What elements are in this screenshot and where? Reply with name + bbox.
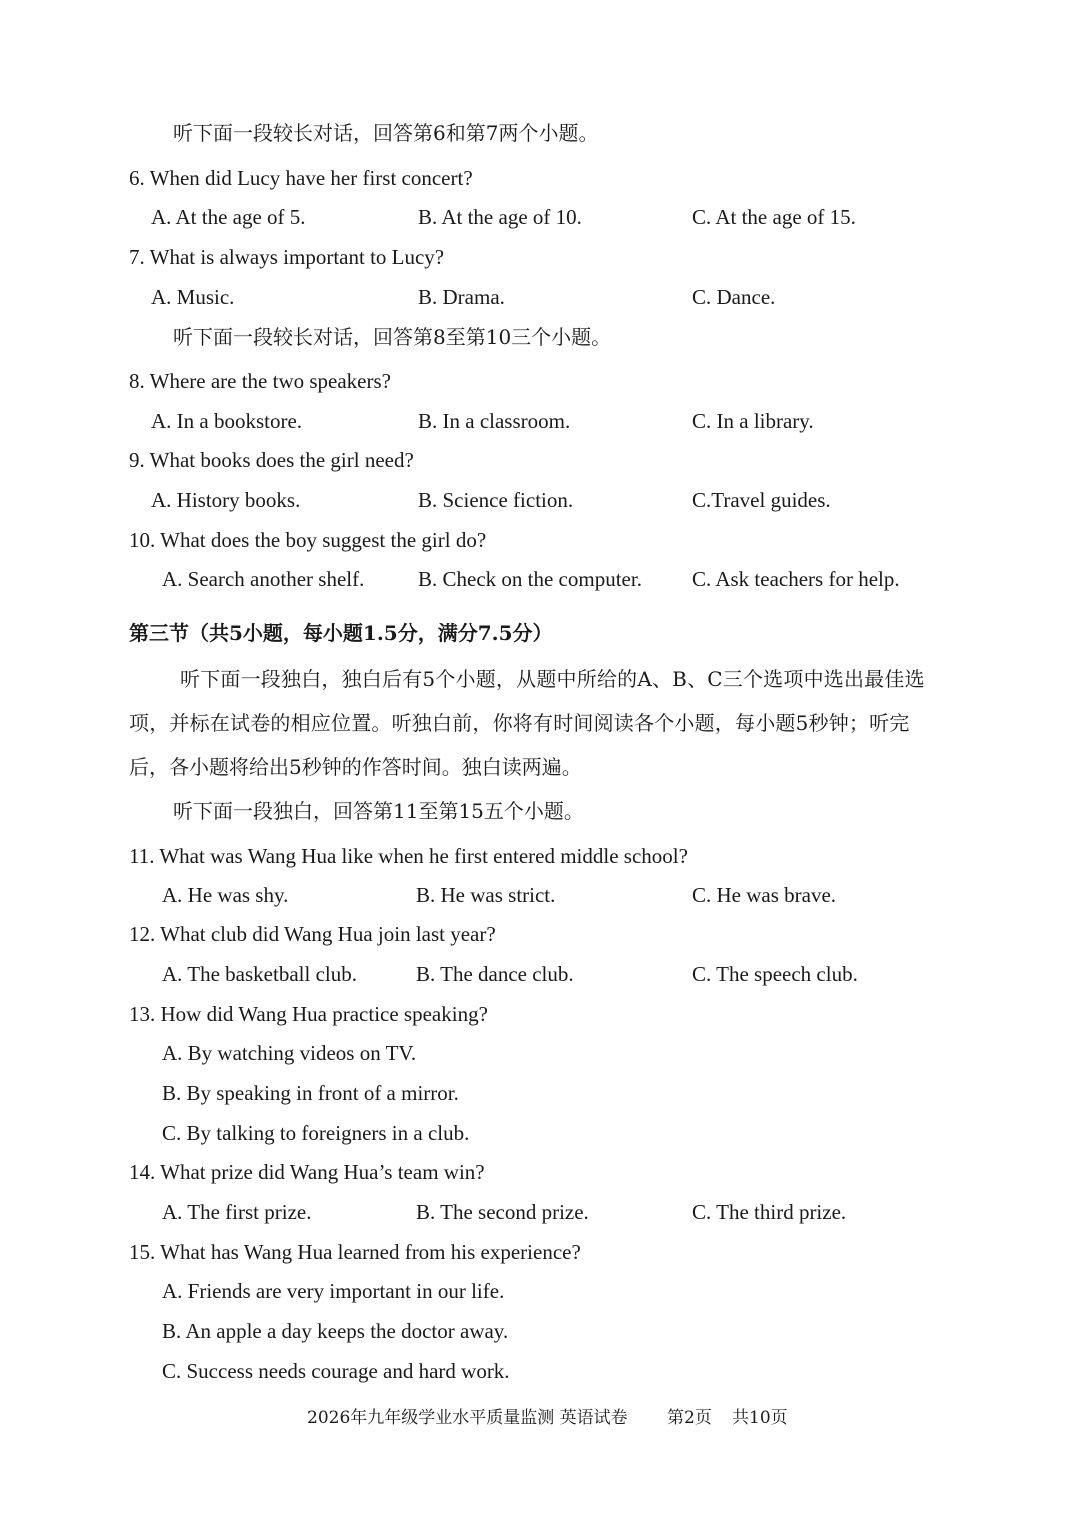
- question-9-option-c: C.Travel guides.: [692, 488, 831, 512]
- question-10-option-a: A. Search another shelf.: [162, 567, 365, 591]
- question-8-option-c: C. In a library.: [692, 409, 814, 433]
- question-10-option-c: C. Ask teachers for help.: [692, 567, 900, 591]
- question-13-option-b: B. By speaking in front of a mirror.: [162, 1081, 459, 1105]
- question-12: 12. What club did Wang Hua join last year?: [129, 922, 496, 946]
- question-6-option-b: B. At the age of 10.: [418, 205, 582, 229]
- footer-total-pages: 共10页: [732, 1408, 788, 1428]
- question-6-option-c: C. At the age of 15.: [692, 205, 856, 229]
- section-3-desc-line-1: 听下面一段独白，独白后有5个小题，从题中所给的A、B、C三个选项中选出最佳选: [180, 667, 925, 691]
- section-3-desc-line-3: 后，各小题将给出5秒钟的作答时间。独白读两遍。: [129, 755, 582, 779]
- question-7-option-b: B. Drama.: [418, 285, 505, 309]
- question-11-option-a: A. He was shy.: [162, 883, 289, 907]
- question-15-option-b: B. An apple a day keeps the doctor away.: [162, 1319, 509, 1343]
- question-9-option-a: A. History books.: [151, 488, 301, 512]
- question-12-option-b: B. The dance club.: [416, 962, 574, 986]
- question-7-option-a: A. Music.: [151, 285, 235, 309]
- question-13: 13. How did Wang Hua practice speaking?: [129, 1002, 488, 1026]
- question-12-option-c: C. The speech club.: [692, 962, 858, 986]
- question-6: 6. When did Lucy have her first concert?: [129, 166, 473, 190]
- question-8: 8. Where are the two speakers?: [129, 369, 391, 393]
- question-7: 7. What is always important to Lucy?: [129, 245, 445, 269]
- question-11-option-c: C. He was brave.: [692, 883, 837, 907]
- footer-page-number: 第2页: [667, 1408, 712, 1428]
- question-10-option-b: B. Check on the computer.: [418, 567, 642, 591]
- question-13-option-a: A. By watching videos on TV.: [162, 1041, 417, 1065]
- question-12-option-a: A. The basketball club.: [162, 962, 357, 986]
- instruction-8-10: 听下面一段较长对话，回答第8至第10三个小题。: [173, 325, 612, 349]
- question-9: 9. What books does the girl need?: [129, 448, 414, 472]
- question-6-option-a: A. At the age of 5.: [151, 205, 306, 229]
- question-15: 15. What has Wang Hua learned from his experience?: [129, 1240, 581, 1264]
- section-3-desc-line-2: 项，并标在试卷的相应位置。听独白前，你将有时间阅读各个小题，每小题5秒钟；听完: [129, 711, 910, 735]
- instruction-6-7: 听下面一段较长对话，回答第6和第7两个小题。: [173, 121, 599, 145]
- question-9-option-b: B. Science fiction.: [418, 488, 574, 512]
- question-14: 14. What prize did Wang Hua’s team win?: [129, 1160, 485, 1184]
- question-14-option-c: C. The third prize.: [692, 1200, 847, 1224]
- section-3-heading: 第三节（共5小题，每小题1.5分，满分7.5分）: [129, 621, 553, 645]
- question-14-option-a: A. The first prize.: [162, 1200, 312, 1224]
- question-15-option-c: C. Success needs courage and hard work.: [162, 1359, 510, 1383]
- question-7-option-c: C. Dance.: [692, 285, 776, 309]
- question-8-option-a: A. In a bookstore.: [151, 409, 303, 433]
- question-15-option-a: A. Friends are very important in our life.: [162, 1279, 505, 1303]
- question-8-option-b: B. In a classroom.: [418, 409, 571, 433]
- question-11-option-b: B. He was strict.: [416, 883, 556, 907]
- instruction-11-15: 听下面一段独白，回答第11至第15五个小题。: [173, 799, 584, 823]
- footer-exam-title: 2026年九年级学业水平质量监测 英语试卷: [307, 1408, 628, 1428]
- question-10: 10. What does the boy suggest the girl do?: [129, 528, 487, 552]
- question-14-option-b: B. The second prize.: [416, 1200, 589, 1224]
- question-13-option-c: C. By talking to foreigners in a club.: [162, 1121, 470, 1145]
- question-11: 11. What was Wang Hua like when he first entered middle school?: [129, 844, 688, 868]
